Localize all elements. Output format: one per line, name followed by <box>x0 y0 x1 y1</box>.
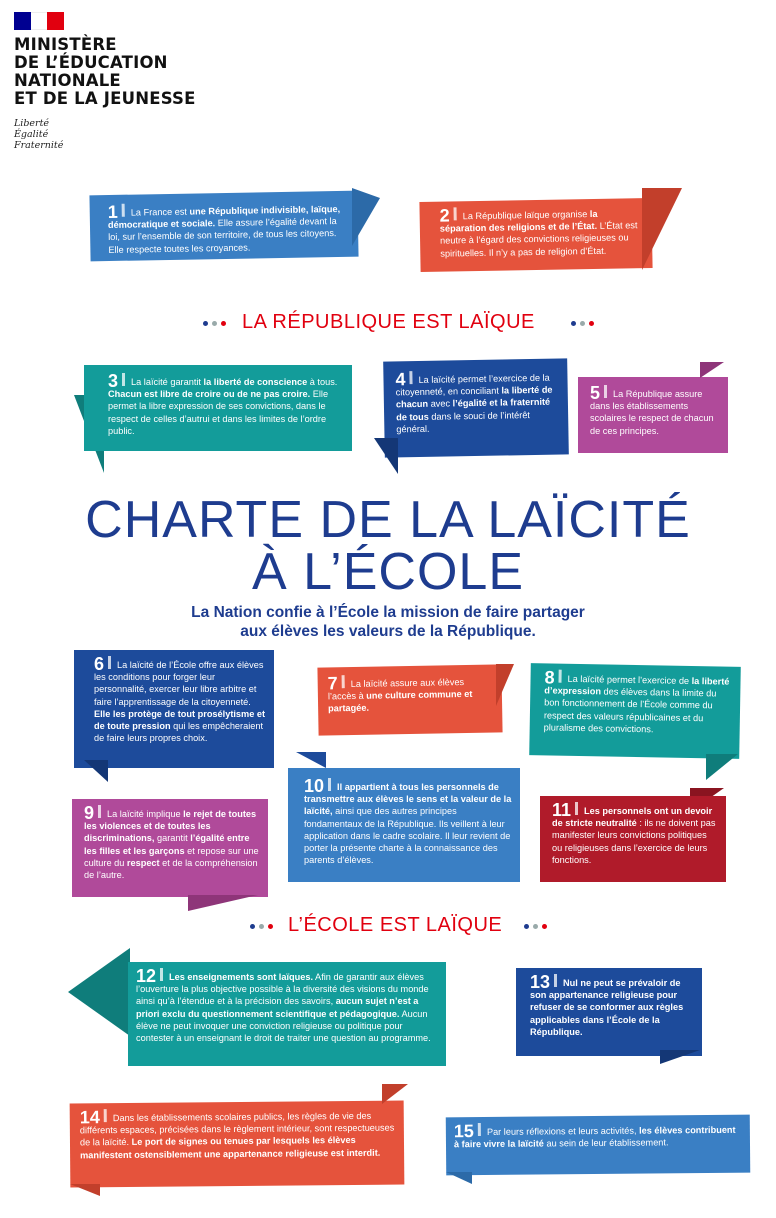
article-text: la liberté de chacun <box>395 384 553 410</box>
article-text: La laïcité permet l’exercice de <box>567 673 692 686</box>
page-title: CHARTE DE LA LAÏCITÉ <box>85 491 691 549</box>
article-text: une République indivisible, laïque, démocratique et sociale. <box>107 203 341 231</box>
ministry-line: MINISTÈRE <box>14 35 117 54</box>
page-subtitle: La Nation confie à l’École la mission de faire partager <box>191 604 585 621</box>
article-text: Le port de signes ou tenues par lesquels les élèves manifestent ostensiblement une appartenance religieuse est interdit. <box>80 1135 381 1160</box>
ribbon-fold <box>374 438 398 474</box>
page-subtitle: aux élèves les valeurs de la République. <box>240 623 536 640</box>
article-text: Les enseignements sont laïques. <box>169 972 314 982</box>
section-decoration-dots <box>571 321 594 326</box>
section-decoration-dots <box>524 924 547 929</box>
article-text: Par leurs réflexions et leurs activités, <box>486 1125 640 1137</box>
article-text: Aucun élève ne peut invoquer une conviction religieuse ou politique pour contester à un enseignant le droit de traiter une question au programme. <box>136 1008 431 1044</box>
article-text: Elle permet la libre expression de ses convictions, dans le respect de celles d’autrui et dans les limites de l’ordre public. <box>108 389 329 436</box>
article-card-8 <box>529 663 741 759</box>
article-text: Les personnels ont un devoir de stricte neutralité <box>552 806 713 829</box>
article-separator <box>160 968 163 981</box>
article-text: les élèves contribuent à faire vivre la laïcité <box>453 1124 736 1150</box>
article-text: une culture commune et partagée. <box>328 689 473 714</box>
article-text: le rejet de toutes les violences et de toutes les discriminations, <box>84 809 257 844</box>
motto-line: Fraternité <box>14 140 64 151</box>
article-card-7 <box>317 664 502 735</box>
ribbon-fold <box>446 1172 472 1184</box>
section-decoration-dots <box>203 321 226 326</box>
article-number: 15 <box>453 1121 474 1142</box>
article-separator <box>328 778 331 791</box>
article-text: Chacun est libre de croire ou de ne pas croire. <box>108 389 311 400</box>
article-text: Afin de garantir aux élèves l’ouverture la plus objective possible à la diversité des visions du monde ainsi qu’à l’étendue et à la précision des savoirs, <box>136 972 429 1007</box>
article-text: qui les empêcheraient de faire leurs propres choix. <box>94 721 264 744</box>
motto <box>14 118 63 151</box>
ministry-line: DE L’ÉDUCATION <box>14 53 168 72</box>
ribbon-fold <box>188 895 258 911</box>
ribbon-fold <box>706 754 738 780</box>
article-separator <box>98 805 101 818</box>
article-text: Elle les protège de tout prosélytisme et de toute pression <box>94 708 266 732</box>
article-card-14 <box>70 1101 405 1188</box>
article-text: et de la compréhension de l’autre. <box>84 857 258 881</box>
article-text: avec <box>428 398 453 410</box>
article-text: la séparation des religions et de l’État. <box>439 208 598 234</box>
article-text: La laïcité permet l’exercice de la citoyenneté, en conciliant <box>395 372 550 398</box>
article-card-1 <box>89 191 358 262</box>
article-number: 6 <box>94 654 105 674</box>
article-card-15 <box>446 1115 750 1176</box>
article-text: la liberté d’expression <box>544 675 730 697</box>
article-card-13 <box>516 968 702 1056</box>
article-text: Nul ne peut se prévaloir de son appartenance religieuse pour refuser de se conformer aux règles applicables dans l’École de la République. <box>530 978 684 1037</box>
article-card-3 <box>84 365 352 451</box>
article-separator <box>104 1109 107 1122</box>
ribbon-fold <box>660 1050 700 1064</box>
ministry-line: NATIONALE <box>14 71 121 90</box>
article-text: au sein de leur établissement. <box>543 1137 669 1149</box>
article-text: l’égalité et la fraternité de tous <box>396 397 551 423</box>
section-title-republique: LA RÉPUBLIQUE EST LAÏQUE <box>242 311 535 333</box>
article-card-6 <box>74 650 274 768</box>
article-text: respect <box>126 857 160 868</box>
section-title-ecole: L’ÉCOLE EST LAÏQUE <box>288 914 503 936</box>
ribbon-fold <box>382 1084 408 1104</box>
article-separator <box>454 207 457 220</box>
ribbon-fold <box>352 188 380 246</box>
article-text: La France est <box>130 206 190 218</box>
article-number: 7 <box>327 673 338 694</box>
marianne-logo-icon <box>14 12 64 30</box>
article-text: La laïcité garantit <box>131 377 204 387</box>
ribbon-fold <box>700 362 724 378</box>
article-text: La laïcité de l’École offre aux élèves les conditions pour forger leur personnalité, exercer leur libre arbitre et faire l’apprentissage de la citoyenneté. <box>94 660 264 707</box>
article-text: Il appartient à tous les personnels de transmettre aux élèves le sens et la valeur de la laïcité, <box>304 782 512 817</box>
article-number: 11 <box>552 800 572 820</box>
article-card-2 <box>419 198 652 272</box>
article-text: ainsi que des autres principes fondamentaux de la République. Ils veillent à leur application dans le cadre scolaire. Il leur revient de porter la présente charte à la connaissance des parents d’élèves. <box>304 806 511 866</box>
article-number: 10 <box>304 776 325 796</box>
article-card-4 <box>383 358 569 457</box>
article-text: : ils ne doivent pas manifester leurs convictions politiques ou religieuses dans l’exercice de leurs fonctions. <box>552 818 716 865</box>
article-text: L’État est neutre à l’égard des convictions religieuses ou spirituelles. Il n’y a pas de religion d’État. <box>440 220 638 259</box>
article-separator <box>409 371 412 384</box>
article-number: 8 <box>544 667 555 688</box>
article-number: 13 <box>530 972 551 992</box>
article-text: La République assure dans les établissements scolaires le respect de chacun de ces principes. <box>590 389 714 436</box>
article-card-9 <box>72 799 268 897</box>
ministry-name <box>14 36 214 108</box>
page-title: À L’ÉCOLE <box>251 543 525 601</box>
section-decoration-dots <box>250 924 273 929</box>
motto-line: Liberté <box>14 118 50 129</box>
ribbon-fold <box>70 1184 100 1196</box>
article-number: 9 <box>84 803 95 823</box>
article-separator <box>575 802 578 815</box>
article-text: des élèves dans la limite du bon fonctionnement de l’École comme du respect des valeurs républicaines et du pluralisme des convictions. <box>543 686 717 735</box>
article-text: à tous. <box>307 377 338 387</box>
ministry-line: ET DE LA JEUNESSE <box>14 89 196 108</box>
motto-line: Égalité <box>14 129 49 140</box>
article-separator <box>122 204 125 217</box>
article-number: 4 <box>395 369 406 390</box>
article-number: 3 <box>108 371 119 391</box>
article-text: La laïcité implique <box>107 809 184 819</box>
ribbon-fold <box>642 188 682 270</box>
ribbon-fold <box>68 948 130 1036</box>
article-separator <box>604 385 607 398</box>
article-separator <box>478 1123 481 1136</box>
article-text: Dans les établissements scolaires publics, les règles de vie des différents espaces, précisées dans le règlement intérieur, sont respectueuses de la laïcité. <box>79 1110 395 1148</box>
article-number: 5 <box>590 383 601 403</box>
article-text: la liberté de conscience <box>203 377 308 387</box>
article-text: et repose sur une culture du <box>84 845 259 868</box>
article-number: 1 <box>107 201 118 223</box>
article-text: l’égalité entre les filles et les garçons <box>84 833 250 856</box>
article-card-11 <box>540 796 726 882</box>
article-number: 14 <box>79 1107 100 1128</box>
article-separator <box>554 974 557 987</box>
article-card-10 <box>288 768 520 882</box>
article-text: garantit <box>154 833 191 844</box>
article-text: La République laïque organise <box>462 209 590 222</box>
ribbon-fold <box>296 752 326 768</box>
article-card-12 <box>128 962 446 1066</box>
article-number: 2 <box>439 205 450 226</box>
ribbon-fold <box>84 760 108 782</box>
article-separator <box>558 670 561 683</box>
article-text: aucun sujet n’est a priori exclu du questionnement scientifique et pédagogique. <box>136 996 419 1019</box>
article-separator <box>122 373 125 386</box>
ribbon-fold <box>496 664 514 706</box>
article-text: Elle assure l’égalité devant la loi, sur l’ensemble de son territoire, de tous les citoyens. Elle respecte toutes les croyances. <box>108 216 337 255</box>
article-card-5 <box>578 377 728 453</box>
article-separator <box>108 656 111 669</box>
article-number: 12 <box>136 966 157 986</box>
article-separator <box>342 675 345 688</box>
article-text: La laïcité assure aux élèves l’accès à <box>327 677 465 702</box>
article-text: dans le souci de l’intérêt général. <box>396 409 531 435</box>
